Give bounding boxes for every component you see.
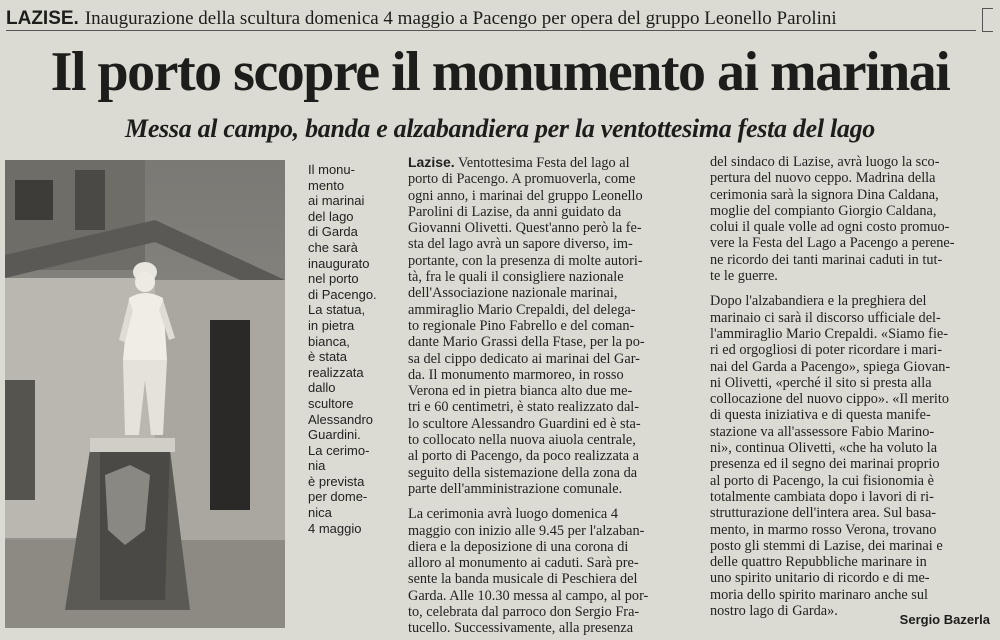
column2-para1-line: cerimonia sarà la signora Dina Caldana,: [710, 186, 939, 203]
caption-line: nica: [308, 505, 332, 521]
first-line-text: Ventottesima Festa del lago al: [454, 155, 630, 171]
column1-para1-line: ogni anno, i marinai del gruppo Leonello: [408, 187, 643, 204]
caption-line: La statua,: [308, 302, 366, 318]
column2-para2-line: stazione va all'assessore Fabio Marino-: [710, 423, 935, 440]
column2-para2-line: ni Olivetti, «perché il sito si presta alla: [710, 374, 932, 391]
column1-para1-line: Parolini di Lazise, da anni guidato da: [408, 203, 622, 220]
column1-para2-line: tucello. Successivamente, alla presenza: [408, 620, 634, 637]
column2-para2-line: al porto di Pacengo, la cui fisionomia è: [710, 472, 934, 489]
column2-para2-line: mento, in marmo rosso Verona, trovano: [710, 521, 937, 538]
column2-para2-line: moria dello spirito marinaro anche sul: [710, 586, 928, 603]
headline: Il porto scopre il monumento ai marinai: [50, 41, 950, 103]
caption-line: del lago: [308, 208, 354, 224]
caption-line: ai marinai: [308, 193, 365, 209]
caption-line: realizzata: [308, 364, 364, 380]
column2-para2-line: marinaio ci sarà il discorso ufficiale del-: [710, 309, 941, 326]
column1-para1-line: porto di Pacengo. A promuoverla, come: [408, 171, 636, 188]
kicker-bracket: [982, 8, 993, 32]
column2-para1-line: te le guerre.: [710, 268, 778, 285]
column2-paragraph-2: [710, 293, 994, 619]
column1-paragraph-1: [408, 171, 696, 497]
column2-para1-line: vere la Festa del Lago a Pacengo a perene-: [710, 235, 955, 252]
column1-para1-line: parte dell'amministrazione comunale.: [408, 480, 623, 497]
caption-line: 4 maggio: [308, 520, 362, 536]
column1-para1-line: dante Mario Grassi della Ftase, per la po-: [408, 334, 645, 351]
caption-line: scultore: [308, 395, 354, 411]
author-byline: Sergio Bazerla: [899, 612, 990, 627]
subheadline: Messa al campo, banda e alzabandiera per la ventottesima festa del lago: [125, 114, 875, 143]
column2-para1-line: pertura del nuovo ceppo. Madrina della: [710, 170, 936, 187]
article-column-2: [710, 154, 994, 619]
column1-para1-line: to regionale Pino Fabrello e del coman-: [408, 317, 635, 334]
photo-scene: [5, 160, 285, 628]
column1-para2-line: sente la banda musicale di Peschiera del: [408, 571, 638, 588]
caption-line: Guardini.: [308, 427, 361, 443]
column1-para2-line: to, celebrata dal parroco don Sergio Fra-: [408, 604, 640, 621]
column2-para2-line: collocazione del nuovo cippo». «Il merito: [710, 391, 950, 408]
dateline: Lazise.: [408, 154, 455, 170]
column1-para1-line: lo scultore Alessandro Guardini ed è sta-: [408, 415, 641, 432]
caption-line: inaugurato: [308, 255, 370, 271]
column1-para1-line: sa del cippo dedicato ai marinai del Gar-: [408, 350, 640, 367]
column1-para1-line: seguito della sistemazione della zona da: [408, 464, 638, 481]
caption-line: dallo: [308, 380, 336, 396]
column2-para2-line: totalmente cambiata dopo i lavori di ri-: [710, 488, 934, 505]
column1-para2-line: maggio con inizio alle 9.45 per l'alzaban-: [408, 522, 645, 539]
column1-para1-line: Giovanni Olivetti. Quest'anno però la fe-: [408, 220, 642, 237]
kicker-line: [6, 8, 976, 31]
column2-para2-line: ni», continua Olivetti, «che ha voluto la: [710, 440, 938, 457]
caption-line: Il monu-: [308, 162, 355, 177]
caption-line: è stata: [308, 349, 348, 365]
photo-caption: [308, 162, 390, 536]
caption-line: che sarà: [308, 239, 358, 255]
caption-line: in pietra: [308, 317, 355, 333]
column2-para2-line: strutturazione dell'intera area. Sul basa-: [710, 505, 937, 522]
column1-para1-line: tà, fra le quali il consigliere nazionale: [408, 269, 624, 286]
caption-line: di Pacengo.: [308, 286, 377, 302]
column2-para2-line: nostro lago di Garda».: [710, 603, 838, 620]
article-first-line: [408, 154, 696, 171]
column1-para1-line: da. Il monumento marmoreo, in rosso: [408, 366, 624, 383]
column1-para1-line: tri e 60 centimetri, è stato realizzato dal-: [408, 399, 640, 416]
column1-para1-line: ammiraglio Mario Crepaldi, del delega-: [408, 301, 636, 318]
caption-line: è prevista: [308, 473, 365, 489]
caption-line: mento: [308, 177, 345, 193]
column1-para1-line: al porto di Pacengo, da poco realizzata a: [408, 448, 640, 465]
caption-line: di Garda: [308, 224, 358, 240]
column2-para2-line: posto gli stemmi di Lazise, dei marinai e: [710, 537, 943, 554]
column1-para2-line: La cerimonia avrà luogo domenica 4: [408, 506, 618, 523]
column2-paragraph-1: [710, 154, 994, 284]
column2-para2-line: delle quattro Repubbliche marinare in: [710, 554, 927, 571]
monument-photo: [5, 160, 285, 628]
caption-line: per dome-: [308, 489, 368, 505]
column1-para2-line: Garda. Alle 10.30 messa al campo, al por-: [408, 587, 649, 604]
column1-para2-line: diera e la deposizione di una corona di: [408, 538, 629, 555]
column1-para2-line: alloro al monumento ai caduti. Sarà pre-: [408, 555, 639, 572]
article-column-1: [408, 154, 696, 637]
column1-para1-line: portante, con la presenza di molte autori-: [408, 252, 643, 269]
kicker-text: Inaugurazione della scultura domenica 4 maggio a Pacengo per opera del gruppo Leonello Parolini: [84, 8, 837, 29]
column2-para1-line: moglie del compianto Giorgio Caldana,: [710, 202, 937, 219]
caption-line: bianca,: [308, 333, 350, 349]
column2-para1-line: del sindaco di Lazise, avrà luogo la sco-: [710, 154, 940, 170]
caption-line: Alessandro: [308, 411, 374, 427]
column2-para2-line: di questa iniziativa e di questa manife-: [710, 407, 931, 424]
caption-line: La cerimo-: [308, 442, 370, 458]
column2-para2-line: l'ammiraglio Mario Crepaldi. «Siamo fie-: [710, 325, 949, 342]
column1-para1-line: sta del lago avrà un sapore diverso, im-: [408, 236, 633, 253]
caption-line: nel porto: [308, 271, 359, 287]
caption-line: nia: [308, 458, 326, 474]
kicker-place: LAZISE.: [6, 8, 79, 29]
column2-para2-line: nai del Garda a Pacengo», spiega Giovan-: [710, 358, 951, 375]
column1-para1-line: to collocato nella nuova aiuola centrale,: [408, 432, 636, 449]
column2-para2-line: Dopo l'alzabandiera e la preghiera del: [710, 293, 927, 310]
column2-para1-line: ne ricordo dei tanti marinai caduti in tut-: [710, 251, 943, 268]
column2-para1-line: colui il quale volle ad ogni costo promuo-: [710, 219, 950, 236]
column1-paragraph-2: [408, 506, 696, 636]
column2-para2-line: presenza ed il segno dei marinai proprio: [710, 456, 940, 473]
column1-para1-line: dell'Associazione nazionale marinai,: [408, 285, 618, 302]
column1-para1-line: Verona ed in pietra bianca alto due me-: [408, 383, 633, 400]
column2-para2-line: uno spirito unitario di ricordo e di me-: [710, 570, 930, 587]
column2-para2-line: ri ed orgogliosi di poter ricordare i mari-: [710, 342, 942, 359]
